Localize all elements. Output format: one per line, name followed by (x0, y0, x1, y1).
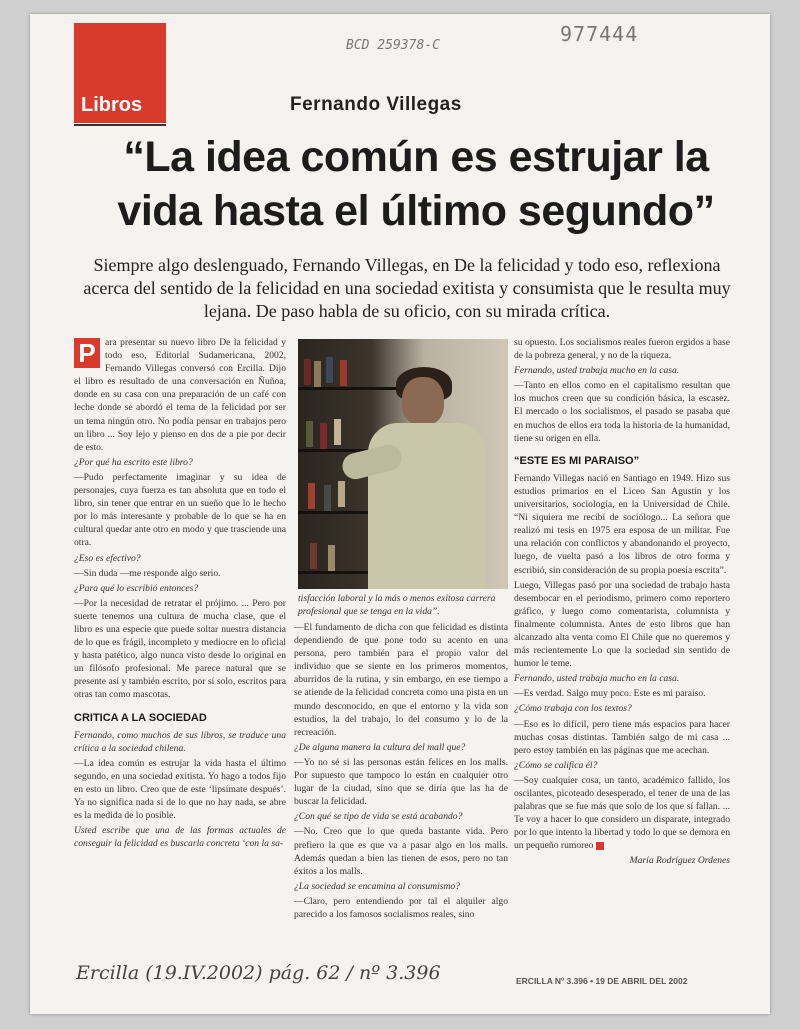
newspaper-clipping (30, 14, 770, 1014)
paragraph: —El fundamento de dicha con que felicidad es distinta dependiendo de que pone todo su acento en una persona, pero también para el propio valor del individuo que se siente en los primeros momentos, aburridos de la rutina, y sin embargo, en ese tiempo a se atiende de la felicidad concreta como una pista en un mundo desconocido, en que el entorno y la vida son estudios, la del trabajo, lo del consumo y lo de la recreación. (294, 622, 508, 738)
paragraph: —La idea común es estrujar la vida hasta el último segundo, en una sociedad exitista. Yo hago a todos fijo en esto un libro. Creo que de este ‘lipsímate después’. Ya no significa nada si de lo que no hay nada, se abre es la medida de lo posible. (74, 757, 286, 822)
question: ¿Con qué se tipo de vida se está acabando? (294, 811, 463, 823)
paragraph: su opuesto. Los socialismos reales fueron ergidos a base de la pobreza general, y no de la riqueza. (514, 337, 730, 362)
question: Fernando, usted trabaja mucho en la casa. (514, 673, 680, 685)
question: ¿La sociedad se encamina al consumismo? (294, 880, 461, 892)
question: Fernando, usted trabaja mucho en la casa. (514, 365, 680, 377)
paragraph: —Eso es lo difícil, pero tiene más espacios para hacer muchas cosas distintas. También salgo de mi casa ... pero estoy también en las páginas que me acechan. (514, 718, 730, 756)
archive-stamp: BCD 259378-C (346, 38, 440, 53)
paragraph: —Soy cualquier cosa, un tanto, académico fallido, los oscilantes, picoteado desesperado, el tener de una de las palabras que se fue más que solo de los que sí fallan. ... Te voy a hacer lo que considero un disparate, integrado por lo que intento la libertad y todo lo que se demora en un pequeño rumoreo (514, 774, 730, 852)
question: ¿Eso es efectivo? (74, 552, 141, 564)
lead-paragraph: Siempre algo deslenguado, Fernando Villegas, en De la felicidad y todo eso, reflexiona acerca del sentido de la felicidad en una sociedad exitista y consumista que le resulta muy lejana. De paso habla de su oficio, con su mirada crítica. (83, 255, 731, 321)
issue-credit: ERCILLA Nº 3.396 • 19 DE ABRIL DEL 2002 (516, 976, 688, 986)
drop-cap: P (74, 338, 100, 368)
question: Usted escribe que una de las formas actuales de conseguir la felicidad es buscarla concreta ‘con la sa- (74, 825, 286, 850)
paragraph: —No. Creo que lo que queda bastante vida. Pero prefiero la que es que va a pasar algo en los malls. Además quedan a bien las tienen de esos, pero no tan éxitos a los malls. (294, 826, 508, 877)
section-rule (74, 124, 166, 126)
column-1 (74, 336, 286, 852)
paragraph: P ara presentar su nuevo libro De la felicidad y todo eso, Editorial Sudamericana, 2002, Fernando Villegas conversó con Ercilla. Dijo el libro es resultado de una conversación en Ñuñoa, donde en su casa con una preparación de un café con leche donde se abordó el tema de la felicidad por ser un tema ningún otro. No podía pensar en trabajos pero un libro ... Soy lejo y pienso en dos de a pie por decir de esto. (74, 337, 286, 453)
question: ¿Cómo se califica él? (514, 759, 598, 771)
paragraph: —Claro, pero entendiendo por tal el alquiler algo parecido a los famosos socialismos reales, sino (294, 895, 508, 920)
author-photo (298, 339, 508, 589)
paragraph: —Es verdad. Salgo muy poco. Este es mi paraíso. (514, 688, 706, 700)
paragraph: —Yo no sé si las personas están felices en los malls. Por supuesto que tampoco lo están en cualquier otro lugar de la ciudad, sino que se diría que las ha de buscar la felicidad. (294, 756, 508, 808)
handwritten-id: 977444 (560, 22, 639, 46)
paragraph: —Por la necesidad de retratar el prójimo. ... Pero por suerte tenemos una cultura de mucha clase, que el libro es una especie que puede soltar nuestra distancia de lo que es frágil, incompleto y mediocre en lo oficial y hasta patético, algo nunca visto desde lo original en un filósofo profesional. Me parece natural que se presente así y también escrito, por sí solo, escritos para otras tan como mascotas. (74, 597, 286, 701)
subheading: CRITICA A LA SOCIEDAD (74, 711, 207, 724)
paragraph: —Pudo perfectamente imaginar y su idea de personajes, cuya fuerza es tan absoluta que en todo el libro, sin tener que entrar en un sueño que lo le hecho por lo más interesante y probable de lo que se ha en cultural quedar ante otro en modo y que trasciende una otra. (74, 471, 286, 549)
subheading: “ESTE ES MI PARAISO” (514, 454, 640, 467)
section-badge (74, 23, 166, 123)
paragraph: Fernando Villegas nació en Santiago en 1949. Hizo sus estudios primarios en el Liceo San Agustín y los universitarios, sociología, en la Universidad de Chile. “Ni siquiera me recibí de sociólogo... La señora que realizó mi tesis en 1975 era esposa de un militar. Fue una relación con conflictos y abandonando el proyecto, luego, de vuelta pasó a los libros de otro forma y escribió, sin consideración de su propia poesía escrita”. (514, 472, 730, 576)
column-3 (514, 336, 730, 870)
question: ¿Por qué ha escrito este libro? (74, 456, 193, 468)
byline: María Rodríguez Ordenes (629, 855, 730, 867)
author-name: Fernando Villegas (290, 94, 462, 115)
question: ¿De alguna manera la cultura del mall que? (294, 741, 466, 753)
column-2 (294, 621, 508, 923)
question: ¿Para qué lo escribió entonces? (74, 582, 199, 594)
headline: “La idea común es estrujar la vida hasta el último segundo” (117, 133, 715, 235)
photo-caption: tisfacción laboral y la más o menos exitosa carrera profesional que se tenga en la vida”. (298, 593, 496, 617)
handwritten-reference: Ercilla (19.IV.2002) pág. 62 / nº 3.396 (76, 962, 441, 984)
section-label: Libros (81, 94, 143, 116)
paragraph: Luego, Villegas pasó por una sociedad de trabajo hasta desembocar en el periodismo, primero como reportero gráfico, y luego como comentarista, columnista y finalmente columnista. Antes de esto libros que han alcanzado alta venta como El Chile que no queremos y más recientemente Lo que la sociedad sin sentido de humor le teme. (514, 579, 730, 670)
paragraph: —Tanto en ellos como en el capitalismo resultan que los muchos creen que su condición básica, la escasez. El mercado o los socialismos, el pasado se pasaba que en muchos de ellos era toda la historia de la humanidad, tiene su origen en ella. (514, 380, 730, 444)
end-mark-icon (596, 842, 604, 850)
question: ¿Cómo trabaja con los textos? (514, 703, 632, 715)
paragraph: —Sin duda —me responde algo serio. (74, 567, 221, 579)
question: Fernando, como muchos de sus libros, se traduce una crítica a la sociedad chilena. (74, 729, 286, 754)
